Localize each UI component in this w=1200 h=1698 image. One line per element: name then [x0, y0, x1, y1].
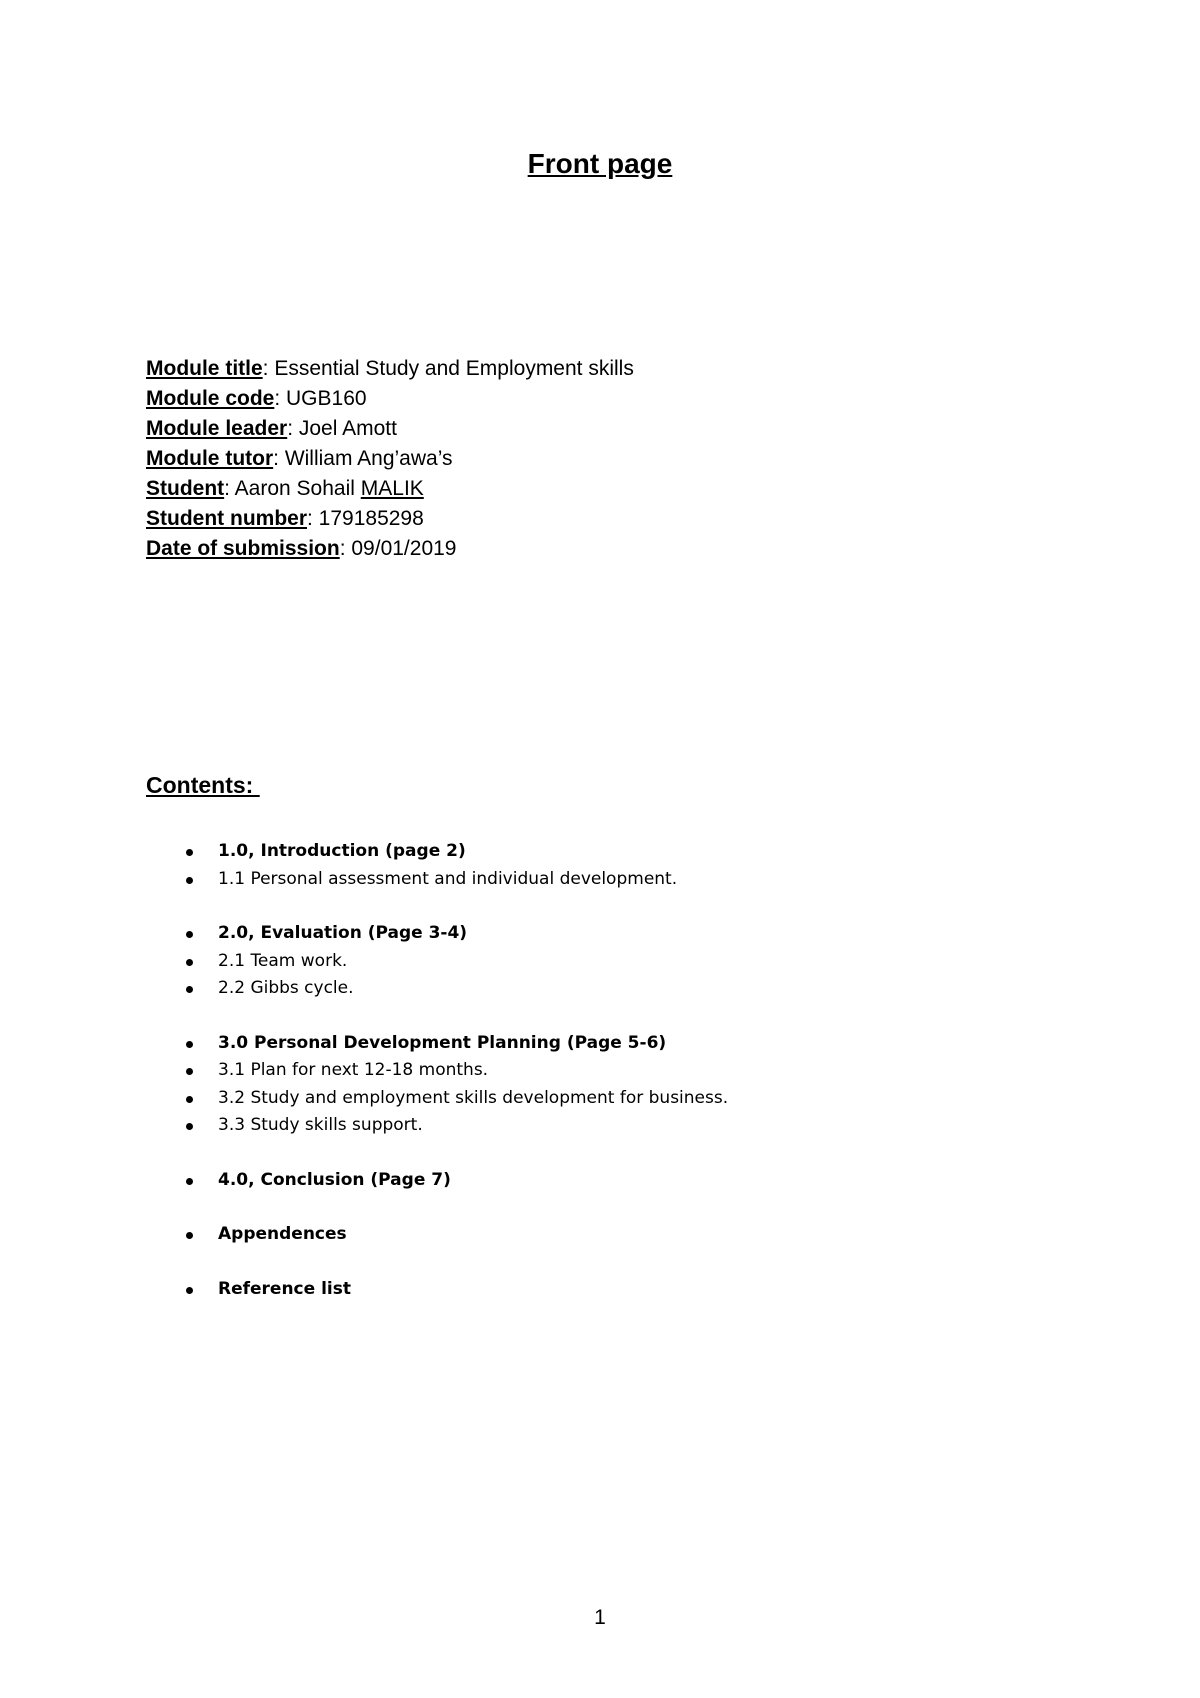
module-code-line: Module code: UGB160 — [146, 387, 367, 410]
toc-item-text: 1.1 Personal assessment and individual development. — [218, 868, 678, 889]
module-tutor-value: William Ang’awa’s — [284, 447, 453, 470]
module-title-label: Module title — [146, 357, 263, 380]
toc-item-skills-development — [186, 1085, 728, 1113]
module-leader-value: Joel Amott — [298, 417, 397, 440]
toc-item-team-work — [186, 948, 728, 976]
student-number-line: Student number: 179185298 — [146, 507, 424, 530]
student-label: Student — [146, 477, 225, 500]
toc-item-text: 3.1 Plan for next 12-18 months. — [218, 1060, 489, 1080]
toc-item-text: Appendences — [218, 1224, 347, 1244]
toc-item-text: 4.0, Conclusion (Page 7) — [218, 1169, 451, 1190]
module-code-label: Module code — [146, 387, 275, 410]
toc-item-personal-development-planning — [186, 1030, 728, 1058]
module-title-line: Module title: Essential Study and Employment skills — [146, 357, 634, 380]
toc-item-text: 2.1 Team work. — [218, 950, 348, 971]
bullet-icon — [186, 959, 193, 966]
student-number-label: Student number — [146, 507, 307, 530]
submission-date-label: Date of submission — [146, 537, 340, 560]
bullet-icon — [186, 1123, 193, 1130]
contents-heading: Contents: — [146, 772, 260, 798]
submission-date-value: 09/01/2019 — [351, 537, 457, 560]
toc-item-appendences — [186, 1221, 728, 1249]
toc-item-text: 3.0 Personal Development Planning (Page 5-6) — [218, 1032, 667, 1053]
toc-item-text: 2.2 Gibbs cycle. — [218, 978, 354, 998]
student-name-value: Aaron Sohail — [234, 477, 361, 500]
module-info — [146, 354, 634, 564]
toc-item-text: 3.3 Study skills support. — [218, 1115, 423, 1135]
module-tutor-label: Module tutor — [146, 447, 274, 470]
student-number-value: 179185298 — [318, 507, 424, 530]
toc-item-text: 3.2 Study and employment skills development for business. — [218, 1087, 729, 1108]
toc-item-text: Reference list — [218, 1278, 351, 1299]
module-leader-line: Module leader: Joel Amott — [146, 417, 397, 440]
bullet-icon — [186, 1232, 193, 1239]
student-surname-value: MALIK — [360, 477, 424, 500]
module-leader-label: Module leader — [146, 417, 288, 440]
toc-item-study-skills-support — [186, 1112, 728, 1140]
module-code-value: UGB160 — [286, 387, 367, 410]
page-title: Front page — [527, 148, 673, 179]
toc-item-evaluation — [186, 920, 728, 948]
student-line: Student: Aaron Sohail MALIK — [146, 477, 424, 500]
toc-item-plan-next-months — [186, 1057, 728, 1085]
toc-item-text: 2.0, Evaluation (Page 3-4) — [218, 923, 468, 943]
submission-date-line: Date of submission: 09/01/2019 — [146, 537, 457, 560]
bullet-icon — [186, 1287, 193, 1294]
bullet-icon — [186, 986, 193, 993]
bullet-icon — [186, 877, 193, 884]
contents-list — [186, 838, 728, 1303]
bullet-icon — [186, 1178, 193, 1185]
bullet-icon — [186, 1068, 193, 1075]
module-tutor-line: Module tutor: William Ang’awa’s — [146, 447, 453, 470]
bullet-icon — [186, 931, 193, 938]
toc-item-conclusion — [186, 1167, 728, 1195]
page-number: 1 — [594, 1606, 606, 1629]
bullet-icon — [186, 1041, 193, 1048]
toc-item-gibbs-cycle — [186, 975, 728, 1003]
bullet-icon — [186, 1096, 193, 1103]
toc-item-text: 1.0, Introduction (page 2) — [218, 841, 466, 861]
bullet-icon — [186, 849, 193, 856]
toc-item-reference-list — [186, 1276, 728, 1304]
toc-item-introduction — [186, 838, 728, 866]
module-title-value: Essential Study and Employment skills — [274, 357, 634, 380]
toc-item-personal-assessment — [186, 866, 728, 894]
